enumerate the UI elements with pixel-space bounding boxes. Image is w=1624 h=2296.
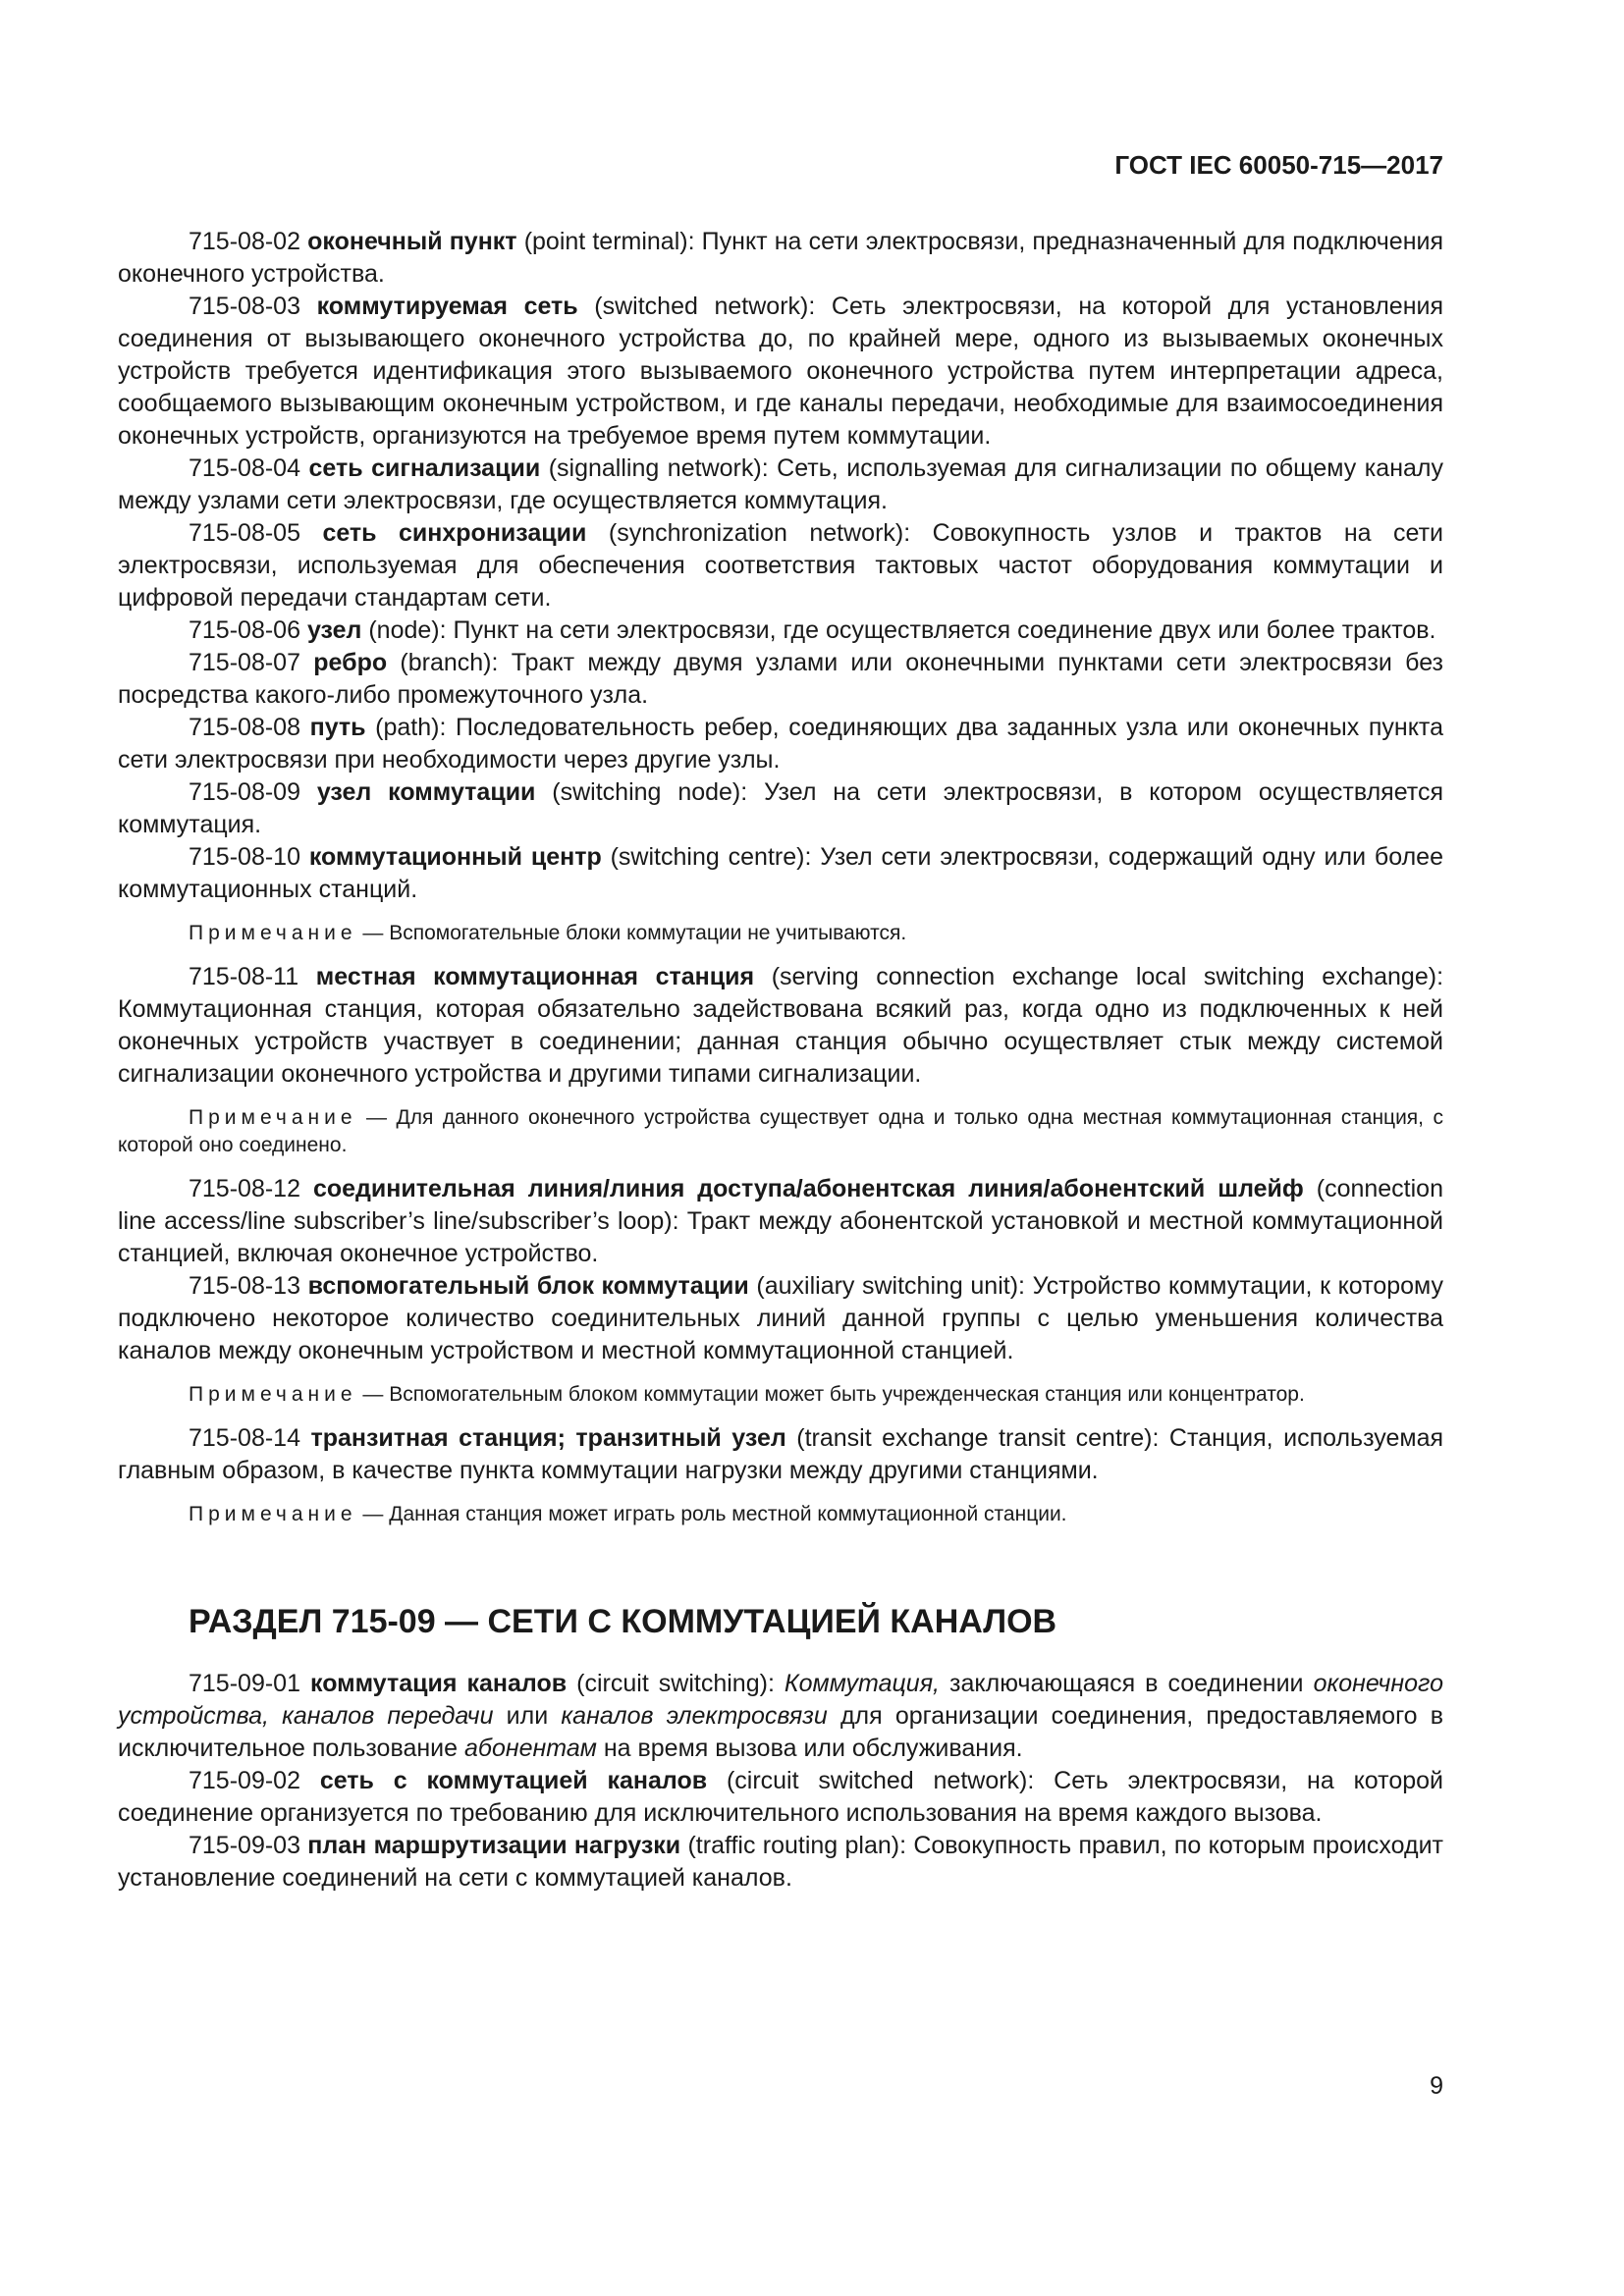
document-body	[118, 226, 1443, 1895]
term-name: коммутация каналов	[310, 1670, 568, 1697]
definition-part: или	[493, 1702, 562, 1730]
term-definition: : Сеть, используемая для сигнализации по общему каналу между узлами сети электросвязи, где осуществляется коммутация.	[118, 454, 1443, 514]
term-entry	[118, 647, 1443, 712]
note-label: Примечание	[189, 922, 357, 944]
note	[118, 1501, 1443, 1528]
term-english: (circuit switched network)	[707, 1767, 1028, 1794]
term-english: (branch)	[387, 649, 492, 676]
note-text: — Вспомогательным блоком коммутации может быть учрежденческая станция или концентратор.	[356, 1383, 1305, 1406]
term-name: вспомогательный блок коммутации	[307, 1272, 749, 1300]
term-definition: : Коммутационная станция, которая обязательно задействована всякий раз, когда одно из подключенных к ней оконечных устройств участвует в соединении; данная станция обычно осуществляет стык между системой сигнализации оконечного устройства и другими типами сигнализации.	[118, 963, 1444, 1088]
term-name: коммутируемая сеть	[316, 293, 578, 320]
term-entry	[118, 453, 1443, 517]
term-entry	[118, 1422, 1443, 1487]
term-definition: : Узел на сети электросвязи, в котором осуществляется коммутация.	[118, 778, 1443, 838]
note-text: — Вспомогательные блоки коммутации не учитываются.	[356, 922, 907, 944]
term-english: (traffic routing plan)	[680, 1832, 900, 1859]
term-name: сеть синхронизации	[322, 519, 587, 547]
term-definition: : Тракт между двумя узлами или оконечными пунктами сети электросвязи без посредства какого-либо промежуточного узла.	[118, 649, 1444, 709]
note	[118, 1104, 1443, 1159]
term-entry	[118, 1830, 1443, 1895]
definition-part: для организации соединения, предоставляемого в исключительное пользование	[118, 1702, 1444, 1762]
definition-part: на время вызова или обслуживания.	[596, 1735, 1023, 1762]
term-code: 715-09-02	[189, 1767, 300, 1794]
term-english: (synchronization network)	[586, 519, 904, 547]
term-entry	[118, 226, 1443, 291]
term-definition: : Пункт на сети электросвязи, предназначенный для подключения оконечного устройства.	[118, 228, 1444, 288]
term-definition: : Устройство коммутации, к которому подключено некоторое количество соединительных линий данной группы с целью уменьшения количества каналов между оконечным устройством и местной коммутационной станцией.	[118, 1272, 1444, 1364]
term-english: (circuit switching)	[567, 1670, 768, 1697]
cross-reference: каналов электросвязи	[561, 1702, 828, 1730]
note	[118, 920, 1443, 947]
page-number: 9	[1430, 2072, 1443, 2100]
term-definition: : Совокупность узлов и трактов на сети электросвязи, используемая для обеспечения соответствия тактовых частот оборудования коммутации и цифровой передачи стандартам сети.	[118, 519, 1443, 612]
term-code: 715-09-01	[189, 1670, 300, 1697]
term-definition: : Совокупность правил, по которым происходит установление соединений на сети с коммутацией каналов.	[118, 1832, 1443, 1892]
term-english: (switching centre)	[601, 843, 805, 871]
term-code: 715-08-05	[189, 519, 300, 547]
term-entry	[118, 517, 1443, 614]
note-text: — Для данного оконечного устройства существует одна и только одна местная коммутационная станция, с которой оно соединено.	[118, 1106, 1443, 1156]
term-name: транзитная станция; транзитный узел	[310, 1424, 786, 1452]
term-definition: : Сеть электросвязи, на которой соединение организуется по требованию для исключительного использования на время каждого вызова.	[118, 1767, 1444, 1827]
term-entry	[118, 614, 1443, 647]
term-definition: : Сеть электросвязи, на которой для установления соединения от вызывающего оконечного устройства до, по крайней мере, одного из вызываемых оконечных устройств требуется идентификация этого вызываемого оконечного устройства путем интерпретации адреса, сообщаемого вызывающим оконечным устройством, и где каналы передачи, необходимые для взаимосоединения оконечных устройств, организуются на требуемое время путем коммутации.	[118, 293, 1444, 450]
term-english: (switching node)	[535, 778, 741, 806]
term-definition: : Последовательность ребер, соединяющих два заданных узла или оконечных пункта сети электросвязи при необходимости через другие узлы.	[118, 714, 1443, 774]
term-code: 715-08-13	[189, 1272, 300, 1300]
term-code: 715-08-03	[189, 293, 300, 320]
term-name: план маршрутизации нагрузки	[307, 1832, 681, 1859]
term-english: (auxiliary switching unit)	[748, 1272, 1019, 1300]
term-english: (signalling network)	[540, 454, 762, 482]
term-name: ребро	[313, 649, 388, 676]
term-name: местная коммутационная станция	[315, 963, 755, 990]
term-entry	[118, 961, 1443, 1091]
term-code: 715-08-02	[189, 228, 300, 255]
term-english: (switched network)	[577, 293, 809, 320]
term-code: 715-08-04	[189, 454, 300, 482]
term-code: 715-08-09	[189, 778, 300, 806]
term-name: сеть сигнализации	[308, 454, 541, 482]
term-entry	[118, 1270, 1443, 1367]
term-entry	[118, 776, 1443, 841]
note-label: Примечание	[189, 1503, 357, 1525]
term-name: сеть с коммутацией каналов	[319, 1767, 708, 1794]
term-code: 715-08-10	[189, 843, 300, 871]
cross-reference: оконечного устройства, каналов передачи	[118, 1670, 1443, 1730]
section-heading: РАЗДЕЛ 715-09 — СЕТИ С КОММУТАЦИЕЙ КАНАЛОВ	[189, 1603, 1057, 1640]
term-name: соединительная линия/линия доступа/абонентская линия/абонентский шлейф	[312, 1175, 1304, 1202]
term-code: 715-08-11	[189, 963, 299, 990]
term-code: 715-09-03	[189, 1832, 300, 1859]
term-entry	[118, 1668, 1443, 1765]
term-english: (path)	[365, 714, 440, 741]
term-english: (serving connection exchange local switching exchange)	[754, 963, 1437, 990]
term-code: 715-08-08	[189, 714, 300, 741]
term-entry	[118, 712, 1443, 776]
term-definition: : Пункт на сети электросвязи, где осуществляется соединение двух или более трактов.	[439, 616, 1436, 644]
note-label: Примечание	[189, 1106, 357, 1129]
term-definition: : Узел сети электросвязи, содержащий одну или более коммутационных станций.	[118, 843, 1443, 903]
term-name: путь	[309, 714, 366, 741]
term-code: 715-08-12	[189, 1175, 300, 1202]
definition-part: заключающаяся в соединении	[940, 1670, 1314, 1697]
term-entry	[118, 841, 1443, 906]
definition-part: :	[767, 1670, 785, 1697]
term-english: (node)	[361, 616, 440, 644]
term-entry	[118, 1765, 1443, 1830]
cross-reference: абонентам	[464, 1735, 597, 1762]
document-page	[118, 0, 1443, 2296]
standard-header: ГОСТ IEC 60050-715—2017	[1114, 150, 1443, 180]
term-definition: : Станция, используемая главным образом, в качестве пункта коммутации нагрузки между другими станциями.	[118, 1424, 1444, 1484]
term-code: 715-08-07	[189, 649, 300, 676]
term-name: коммутационный центр	[308, 843, 602, 871]
note	[118, 1381, 1443, 1409]
term-english: (transit exchange transit centre)	[785, 1424, 1153, 1452]
term-english: (point terminal)	[516, 228, 688, 255]
term-name: оконечный пункт	[307, 228, 517, 255]
note-label: Примечание	[189, 1383, 357, 1406]
term-entry	[118, 1173, 1443, 1270]
term-definition: : Тракт между абонентской установкой и местной коммутационной станцией, включая оконечное устройство.	[118, 1207, 1443, 1267]
term-english: (connection line access/line subscriber’s line/subscriber’s loop)	[118, 1175, 1443, 1235]
term-entry	[118, 291, 1443, 453]
term-code: 715-08-06	[189, 616, 300, 644]
term-code: 715-08-14	[189, 1424, 300, 1452]
cross-reference: Коммутация,	[784, 1670, 941, 1697]
term-name: узел	[306, 616, 362, 644]
note-text: — Данная станция может играть роль местной коммутационной станции.	[356, 1503, 1067, 1525]
term-name: узел коммутации	[316, 778, 536, 806]
